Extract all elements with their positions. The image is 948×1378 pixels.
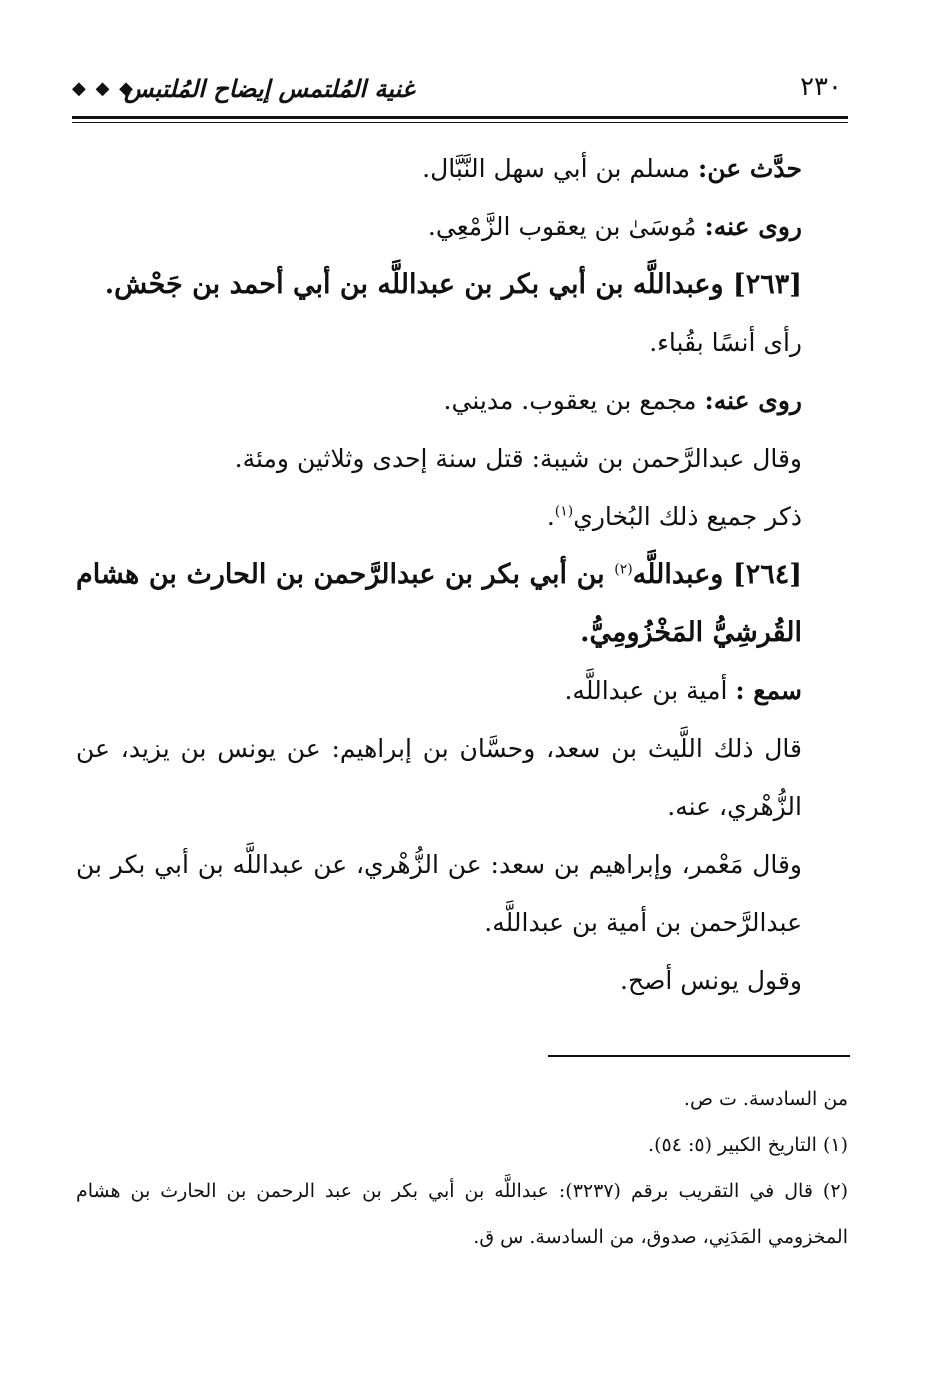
- text-heard: أمية بن عبداللَّه.: [564, 676, 736, 705]
- text-narrated-by-2: مجمع بن يعقوب. مديني.: [443, 386, 705, 415]
- text-mamar: وقال مَعْمر، وإبراهيم بن سعد: عن الزُّهْري، عن عبداللَّه بن أبي بكر بن عبدالرَّحمن بن أمية بن عبداللَّه.: [76, 850, 802, 937]
- label-narrated-by-2: روى عنه:: [704, 386, 802, 415]
- text-laith: قال ذلك اللَّيث بن سعد، وحسَّان بن إبراهيم: عن يونس بن يزيد، عن الزُّهْري، عنه.: [76, 734, 802, 821]
- text-bukhari: ذكر جميع ذلك البُخاري: [573, 502, 802, 531]
- text-narrated-by: مُوسَىٰ بن يعقوب الزَّمْعِي.: [427, 212, 705, 241]
- paragraph-narrated-by: [76, 198, 848, 256]
- paragraph-laith: [76, 720, 848, 836]
- entry-263-heading: [76, 256, 848, 314]
- text-death-year: وقال عبدالرَّحمن بن شيبة: قتل سنة إحدى وثلاثين ومئة.: [234, 444, 802, 473]
- paragraph-narrated-by-2: [76, 372, 848, 430]
- paragraph-narrated-from: [76, 140, 848, 198]
- footnote-1: (١) التاريخ الكبير (٥: ٥٤).: [648, 1134, 848, 1156]
- footnote-2: (٢) قال في التقريب برقم (٣٢٣٧): عبداللَّه بن أبي بكر بن عبد الرحمن بن الحارث بن هشام المخزومي المَدَنِي، صدوق، من السادسة. س ق.: [76, 1180, 848, 1248]
- footnote-separator: [548, 1055, 850, 1057]
- header-rule-thin: [72, 122, 848, 123]
- footnote-ref-1: (١): [554, 503, 574, 520]
- paragraph-bukhari: [76, 488, 848, 546]
- paragraph-death-year: [76, 430, 848, 488]
- entry-264-title-part1: [٢٦٤] وعبداللَّه: [632, 559, 802, 590]
- running-title: غنية المُلتمس إيضاح المُلتبس: [124, 74, 415, 103]
- main-text: [76, 140, 848, 1010]
- entry-264-heading: [76, 546, 848, 662]
- footnotes: [76, 1076, 848, 1260]
- paragraph-heard: [76, 662, 848, 720]
- text-yunus: وقول يونس أصح.: [620, 966, 802, 995]
- entry-263-title: [٢٦٣] وعبداللَّه بن أبي بكر بن عبداللَّه بن أبي أحمد بن جَحْش.: [104, 269, 802, 300]
- running-header: [72, 68, 848, 112]
- text-saw-anas: رأى أنسًا بقُباء.: [649, 328, 802, 357]
- paragraph-saw-anas: [76, 314, 848, 372]
- label-narrated-by: روى عنه:: [704, 212, 802, 241]
- footnote-ref-2: (٢): [614, 561, 633, 578]
- ornament-diamonds: ◆ ◆ ◆: [72, 78, 135, 99]
- text-bukhari-end: .: [546, 502, 555, 531]
- entry-264-title-part2: بن أبي بكر بن عبدالرَّحمن بن الحارث بن هشام القُرشِيُّ المَخْزُومِيُّ.: [76, 559, 802, 648]
- paragraph-yunus: [76, 952, 848, 1010]
- label-heard: سمع :: [735, 676, 802, 705]
- page-number: ٢٣٠: [800, 72, 842, 102]
- header-rule-thick: [72, 116, 848, 119]
- paragraph-mamar: [76, 836, 848, 952]
- footnote-carryover: من السادسة. ت ص.: [683, 1088, 848, 1110]
- text-narrated-from: مسلم بن أبي سهل النَّبَّال.: [422, 154, 698, 183]
- label-narrated-from: حدَّث عن:: [698, 154, 802, 183]
